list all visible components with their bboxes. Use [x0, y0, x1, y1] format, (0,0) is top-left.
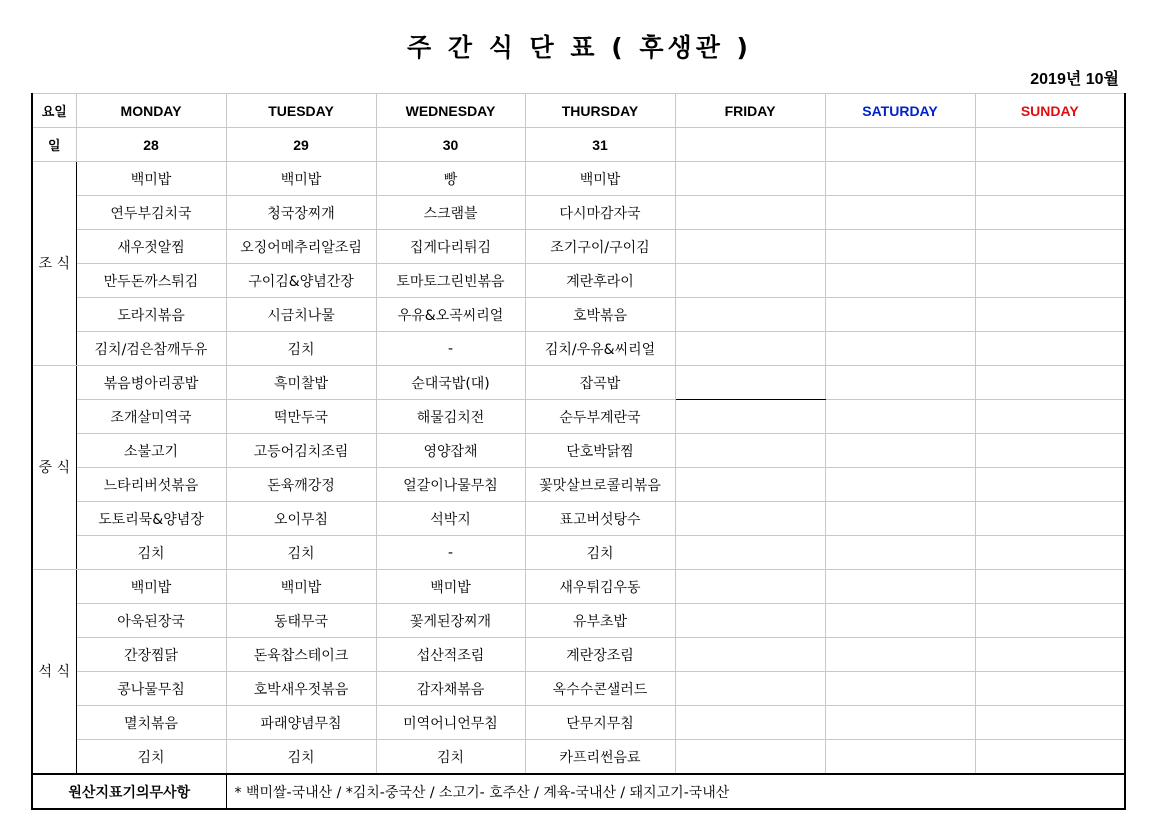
- breakfast-wednesday-dish: 스크램블: [376, 196, 525, 230]
- dinner-row: [32, 638, 1125, 672]
- breakfast-thursday-dish: 다시마감자국: [525, 196, 675, 230]
- breakfast-wednesday-dish: 토마토그린빈볶음: [376, 264, 525, 298]
- lunch-friday-dish: [675, 366, 825, 400]
- dinner-sunday-dish: [975, 570, 1125, 604]
- lunch-friday-dish: [675, 502, 825, 536]
- breakfast-thursday-dish: 김치/우유&씨리얼: [525, 332, 675, 366]
- dinner-wednesday-dish: 꽃게된장찌개: [376, 604, 525, 638]
- lunch-sunday-dish: [975, 400, 1125, 434]
- dinner-wednesday-dish: 섭산적조림: [376, 638, 525, 672]
- date-friday: [675, 128, 825, 162]
- lunch-tuesday-dish: 돈육깨강정: [226, 468, 376, 502]
- dinner-wednesday-dish: 백미밥: [376, 570, 525, 604]
- breakfast-tuesday-dish: 구이김&양념간장: [226, 264, 376, 298]
- breakfast-saturday-dish: [825, 264, 975, 298]
- breakfast-friday-dish: [675, 332, 825, 366]
- lunch-saturday-dish: [825, 434, 975, 468]
- dinner-friday-dish: [675, 672, 825, 706]
- date-header-label: 일: [32, 128, 76, 162]
- breakfast-sunday-dish: [975, 298, 1125, 332]
- origin-notice-text: * 백미쌀-국내산 / *김치-중국산 / 소고기- 호주산 / 계육-국내산 / 돼지고기-국내산: [226, 774, 1125, 809]
- breakfast-friday-dish: [675, 298, 825, 332]
- lunch-friday-dish: [675, 400, 825, 434]
- dinner-label: 석 식: [32, 570, 76, 775]
- lunch-sunday-dish: [975, 536, 1125, 570]
- lunch-wednesday-dish: 순대국밥(대): [376, 366, 525, 400]
- date-monday: 28: [76, 128, 226, 162]
- lunch-tuesday-dish: 흑미찰밥: [226, 366, 376, 400]
- dinner-thursday-dish: 단무지무침: [525, 706, 675, 740]
- breakfast-tuesday-dish: 김치: [226, 332, 376, 366]
- dinner-monday-dish: 간장찜닭: [76, 638, 226, 672]
- breakfast-wednesday-dish: 빵: [376, 162, 525, 196]
- day-monday: MONDAY: [76, 94, 226, 128]
- breakfast-sunday-dish: [975, 332, 1125, 366]
- lunch-monday-dish: 소불고기: [76, 434, 226, 468]
- lunch-monday-dish: 김치: [76, 536, 226, 570]
- breakfast-saturday-dish: [825, 196, 975, 230]
- lunch-thursday-dish: 단호박닭찜: [525, 434, 675, 468]
- dinner-saturday-dish: [825, 740, 975, 775]
- lunch-sunday-dish: [975, 434, 1125, 468]
- dinner-sunday-dish: [975, 604, 1125, 638]
- lunch-label: 중 식: [32, 366, 76, 570]
- dinner-monday-dish: 콩나물무침: [76, 672, 226, 706]
- breakfast-row: [32, 230, 1125, 264]
- lunch-row: [32, 434, 1125, 468]
- breakfast-sunday-dish: [975, 162, 1125, 196]
- breakfast-row: [32, 298, 1125, 332]
- lunch-thursday-dish: 표고버섯탕수: [525, 502, 675, 536]
- dinner-row: [32, 706, 1125, 740]
- lunch-tuesday-dish: 떡만두국: [226, 400, 376, 434]
- dinner-row: [32, 604, 1125, 638]
- date-row: [32, 128, 1125, 162]
- breakfast-sunday-dish: [975, 196, 1125, 230]
- dinner-sunday-dish: [975, 672, 1125, 706]
- dinner-monday-dish: 멸치볶음: [76, 706, 226, 740]
- dinner-row: [32, 672, 1125, 706]
- dinner-tuesday-dish: 호박새우젓볶음: [226, 672, 376, 706]
- date-wednesday: 30: [376, 128, 525, 162]
- dinner-monday-dish: 백미밥: [76, 570, 226, 604]
- lunch-saturday-dish: [825, 502, 975, 536]
- breakfast-saturday-dish: [825, 230, 975, 264]
- dinner-tuesday-dish: 동태무국: [226, 604, 376, 638]
- breakfast-row: [32, 332, 1125, 366]
- origin-notice-label: 원산지표기의무사항: [32, 774, 226, 809]
- lunch-thursday-dish: 김치: [525, 536, 675, 570]
- breakfast-saturday-dish: [825, 162, 975, 196]
- day-saturday: SATURDAY: [825, 94, 975, 128]
- lunch-row: [32, 502, 1125, 536]
- lunch-thursday-dish: 꽃맛살브로콜리볶음: [525, 468, 675, 502]
- lunch-saturday-dish: [825, 468, 975, 502]
- breakfast-saturday-dish: [825, 332, 975, 366]
- breakfast-row: [32, 264, 1125, 298]
- lunch-row: [32, 536, 1125, 570]
- dinner-row: [32, 570, 1125, 604]
- date-tuesday: 29: [226, 128, 376, 162]
- dinner-friday-dish: [675, 570, 825, 604]
- dinner-wednesday-dish: 김치: [376, 740, 525, 775]
- dinner-row: [32, 740, 1125, 775]
- lunch-friday-dish: [675, 536, 825, 570]
- breakfast-row: [32, 196, 1125, 230]
- breakfast-tuesday-dish: 시금치나물: [226, 298, 376, 332]
- breakfast-label: 조 식: [32, 162, 76, 366]
- day-header-label: 요일: [32, 94, 76, 128]
- breakfast-monday-dish: 새우젓알찜: [76, 230, 226, 264]
- lunch-wednesday-dish: 석박지: [376, 502, 525, 536]
- dinner-sunday-dish: [975, 706, 1125, 740]
- lunch-monday-dish: 느타리버섯볶음: [76, 468, 226, 502]
- day-wednesday: WEDNESDAY: [376, 94, 525, 128]
- dinner-saturday-dish: [825, 604, 975, 638]
- dinner-thursday-dish: 유부초밥: [525, 604, 675, 638]
- day-sunday: SUNDAY: [975, 94, 1125, 128]
- lunch-saturday-dish: [825, 366, 975, 400]
- dinner-friday-dish: [675, 706, 825, 740]
- breakfast-wednesday-dish: 우유&오곡씨리얼: [376, 298, 525, 332]
- lunch-sunday-dish: [975, 502, 1125, 536]
- dinner-thursday-dish: 새우튀김우동: [525, 570, 675, 604]
- lunch-thursday-dish: 순두부계란국: [525, 400, 675, 434]
- dinner-saturday-dish: [825, 672, 975, 706]
- dinner-tuesday-dish: 돈육찹스테이크: [226, 638, 376, 672]
- day-friday: FRIDAY: [675, 94, 825, 128]
- breakfast-monday-dish: 김치/검은참깨두유: [76, 332, 226, 366]
- day-tuesday: TUESDAY: [226, 94, 376, 128]
- breakfast-tuesday-dish: 백미밥: [226, 162, 376, 196]
- breakfast-sunday-dish: [975, 264, 1125, 298]
- dinner-thursday-dish: 카프리썬음료: [525, 740, 675, 775]
- lunch-friday-dish: [675, 468, 825, 502]
- dinner-friday-dish: [675, 740, 825, 775]
- dinner-tuesday-dish: 파래양념무침: [226, 706, 376, 740]
- breakfast-monday-dish: 백미밥: [76, 162, 226, 196]
- breakfast-friday-dish: [675, 230, 825, 264]
- origin-notice-row: [32, 774, 1125, 809]
- lunch-row: [32, 468, 1125, 502]
- lunch-wednesday-dish: 해물김치전: [376, 400, 525, 434]
- dinner-tuesday-dish: 김치: [226, 740, 376, 775]
- breakfast-monday-dish: 만두돈까스튀김: [76, 264, 226, 298]
- breakfast-monday-dish: 도라지볶음: [76, 298, 226, 332]
- menu-table: [31, 93, 1126, 810]
- breakfast-thursday-dish: 계란후라이: [525, 264, 675, 298]
- month-label: 2019년 10월: [1030, 71, 1119, 88]
- breakfast-friday-dish: [675, 264, 825, 298]
- breakfast-friday-dish: [675, 162, 825, 196]
- dinner-wednesday-dish: 감자채볶음: [376, 672, 525, 706]
- dinner-saturday-dish: [825, 638, 975, 672]
- dinner-sunday-dish: [975, 638, 1125, 672]
- breakfast-wednesday-dish: -: [376, 332, 525, 366]
- page-title: 주 간 식 단 표 ( 후생관 ): [407, 33, 752, 62]
- lunch-friday-dish: [675, 434, 825, 468]
- lunch-monday-dish: 볶음병아리콩밥: [76, 366, 226, 400]
- dinner-wednesday-dish: 미역어니언무침: [376, 706, 525, 740]
- date-sunday: [975, 128, 1125, 162]
- dinner-friday-dish: [675, 638, 825, 672]
- breakfast-wednesday-dish: 집게다리튀김: [376, 230, 525, 264]
- dinner-sunday-dish: [975, 740, 1125, 775]
- dinner-thursday-dish: 계란장조림: [525, 638, 675, 672]
- lunch-sunday-dish: [975, 366, 1125, 400]
- breakfast-row: [32, 162, 1125, 196]
- breakfast-friday-dish: [675, 196, 825, 230]
- dinner-friday-dish: [675, 604, 825, 638]
- lunch-wednesday-dish: -: [376, 536, 525, 570]
- breakfast-sunday-dish: [975, 230, 1125, 264]
- lunch-wednesday-dish: 얼갈이나물무침: [376, 468, 525, 502]
- date-thursday: 31: [525, 128, 675, 162]
- day-thursday: THURSDAY: [525, 94, 675, 128]
- dinner-monday-dish: 아욱된장국: [76, 604, 226, 638]
- breakfast-monday-dish: 연두부김치국: [76, 196, 226, 230]
- breakfast-thursday-dish: 백미밥: [525, 162, 675, 196]
- day-header-row: [32, 94, 1125, 128]
- lunch-monday-dish: 도토리묵&양념장: [76, 502, 226, 536]
- lunch-saturday-dish: [825, 400, 975, 434]
- date-saturday: [825, 128, 975, 162]
- breakfast-saturday-dish: [825, 298, 975, 332]
- breakfast-thursday-dish: 호박볶음: [525, 298, 675, 332]
- lunch-tuesday-dish: 김치: [226, 536, 376, 570]
- breakfast-tuesday-dish: 오징어메추리알조림: [226, 230, 376, 264]
- dinner-thursday-dish: 옥수수콘샐러드: [525, 672, 675, 706]
- lunch-row: [32, 366, 1125, 400]
- breakfast-tuesday-dish: 청국장찌개: [226, 196, 376, 230]
- lunch-sunday-dish: [975, 468, 1125, 502]
- dinner-monday-dish: 김치: [76, 740, 226, 775]
- dinner-saturday-dish: [825, 706, 975, 740]
- lunch-thursday-dish: 잡곡밥: [525, 366, 675, 400]
- lunch-row: [32, 400, 1125, 434]
- lunch-saturday-dish: [825, 536, 975, 570]
- lunch-wednesday-dish: 영양잡채: [376, 434, 525, 468]
- dinner-saturday-dish: [825, 570, 975, 604]
- lunch-tuesday-dish: 고등어김치조림: [226, 434, 376, 468]
- lunch-monday-dish: 조개살미역국: [76, 400, 226, 434]
- breakfast-thursday-dish: 조기구이/구이김: [525, 230, 675, 264]
- dinner-tuesday-dish: 백미밥: [226, 570, 376, 604]
- lunch-tuesday-dish: 오이무침: [226, 502, 376, 536]
